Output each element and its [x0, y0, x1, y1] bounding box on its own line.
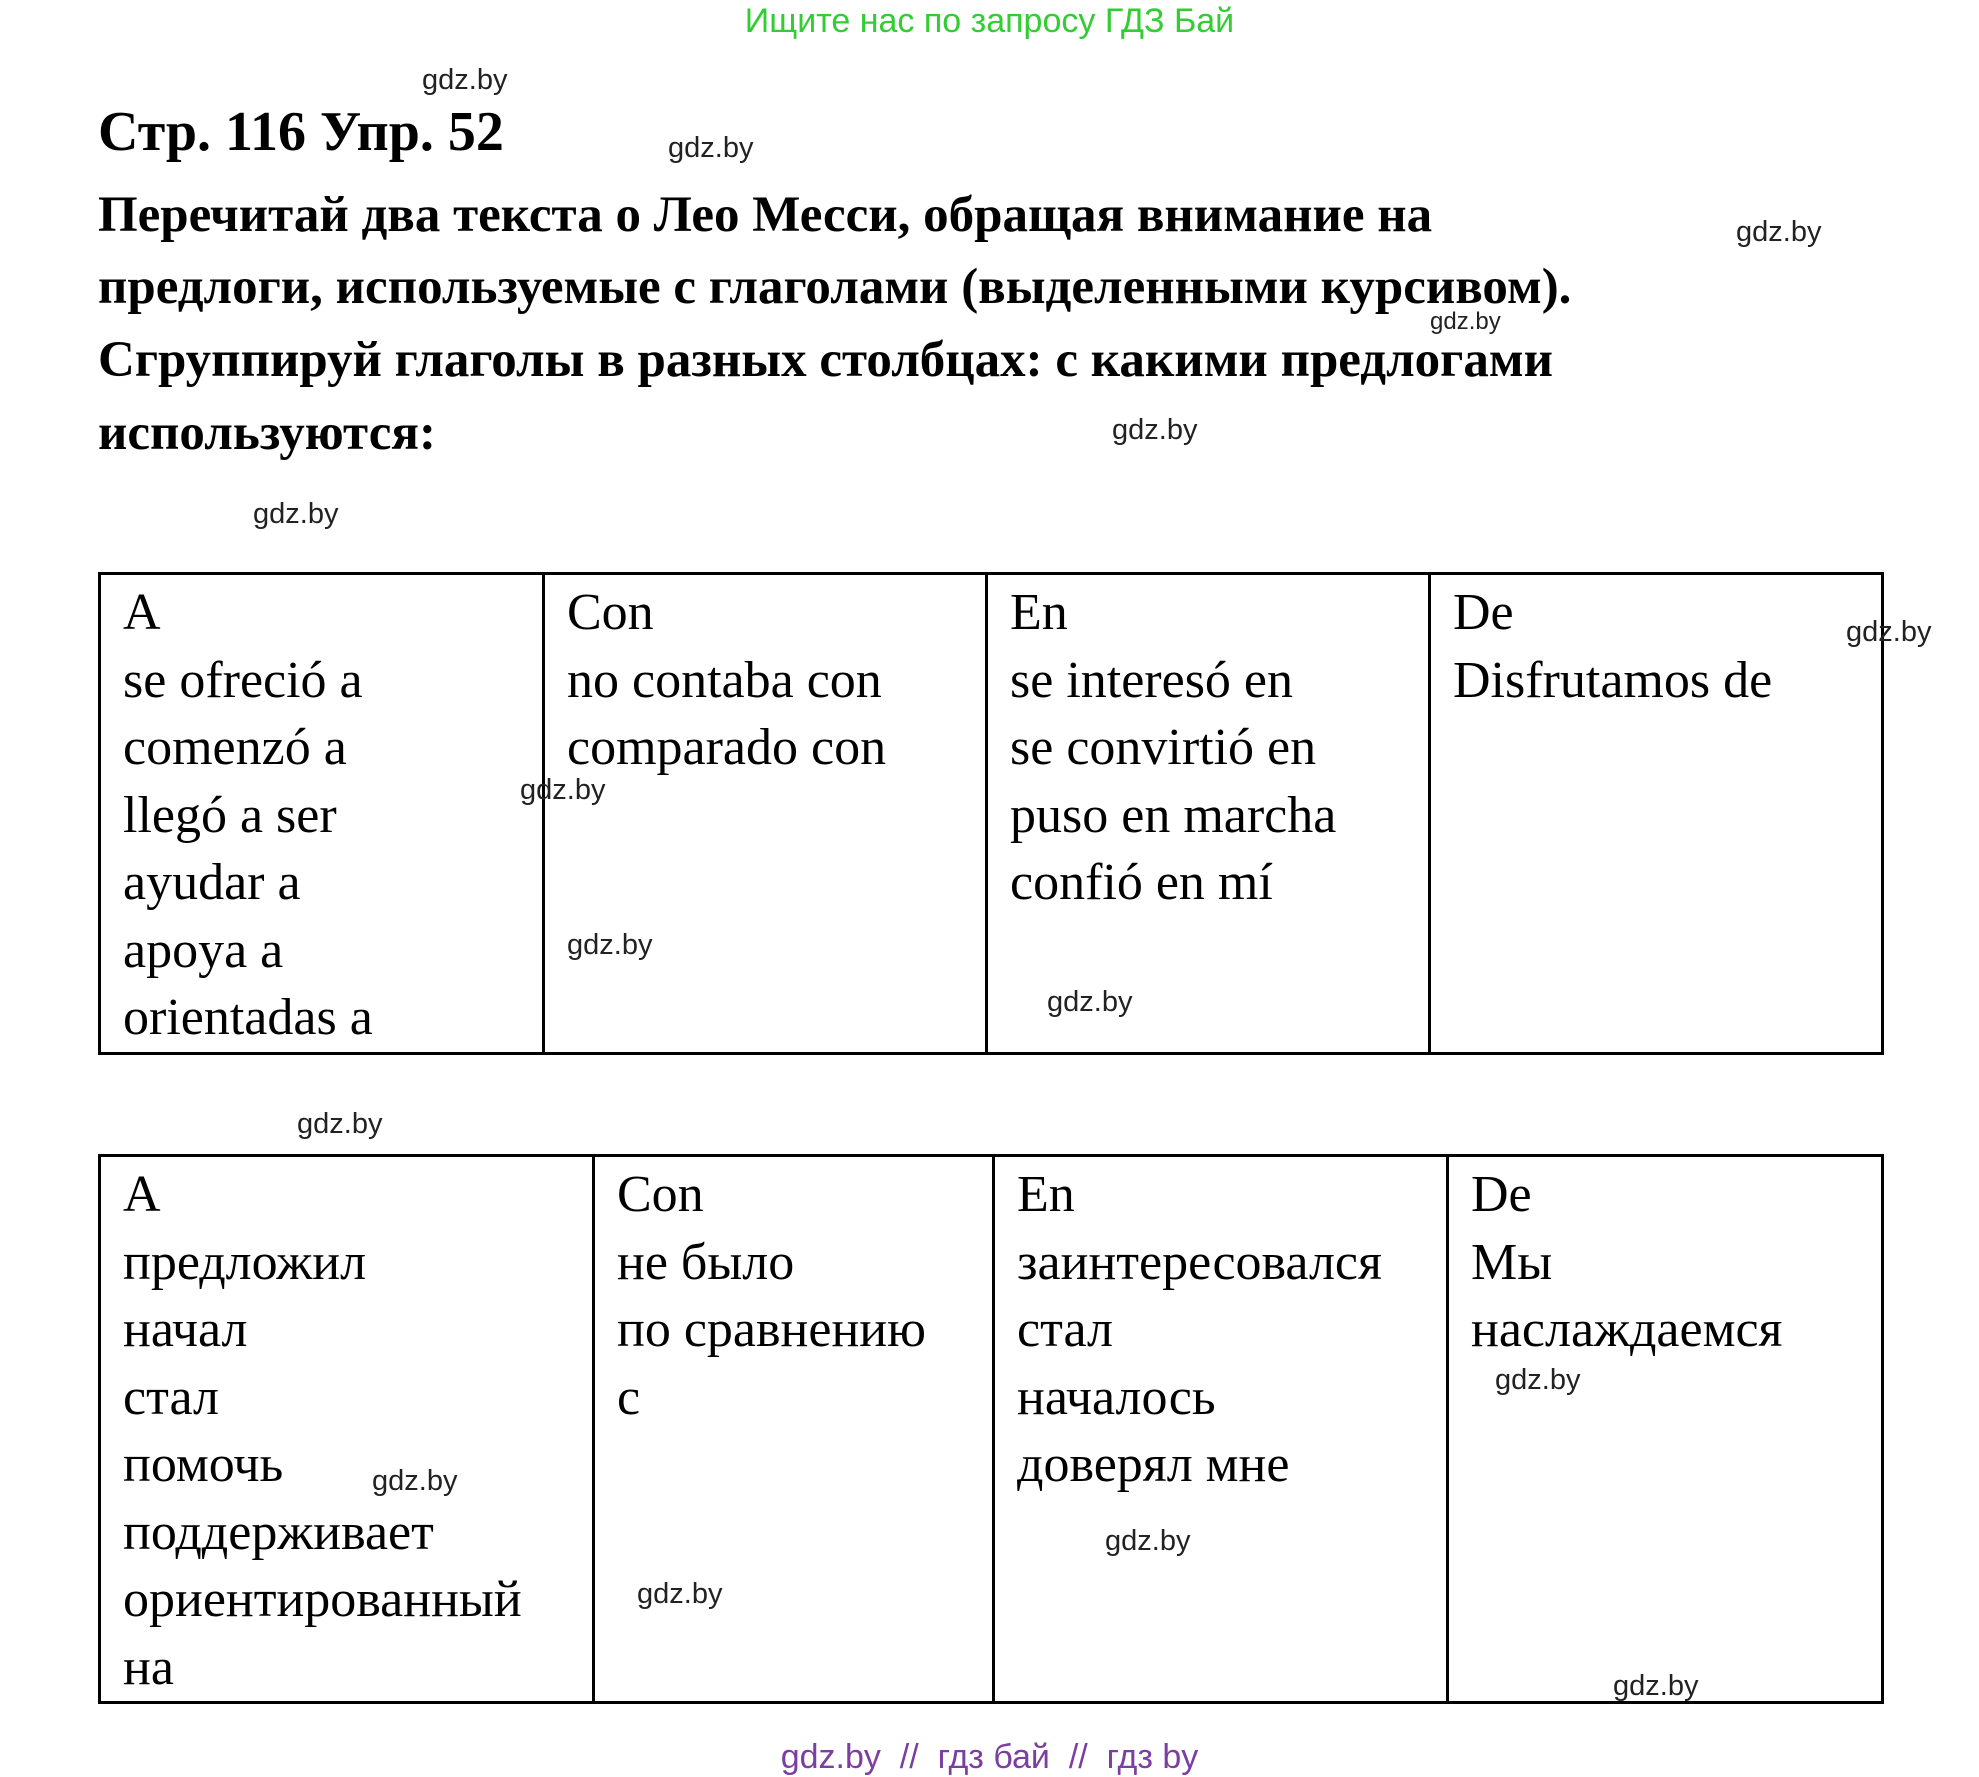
verb-item: se interesó en [1010, 651, 1294, 709]
column-header: De [1471, 1166, 1532, 1223]
column-a [100, 574, 544, 1054]
verb-item: с [617, 1368, 641, 1426]
verb-item: comparado con [567, 719, 887, 776]
column-en [987, 574, 1430, 1054]
column-con [544, 574, 987, 1054]
instruction-line: Сгруппируй глаголы в разных столбцах: с какими предлогами [98, 332, 1553, 388]
page-title: Стр. 116 Упр. 52 [98, 101, 504, 163]
verb-item: se convirtió en [1010, 719, 1317, 776]
verb-item: стал [1017, 1301, 1113, 1358]
instruction-line: используются: [98, 405, 436, 461]
verb-item: puso en marcha [1010, 786, 1337, 844]
column-de [1448, 1156, 1883, 1703]
verb-item: Disfrutamos de [1453, 651, 1773, 709]
column-header: A [123, 1166, 161, 1223]
column-con [594, 1156, 994, 1703]
watermark: gdz.by [1846, 616, 1932, 648]
column-header: Con [567, 584, 654, 641]
verb-item: comenzó a [123, 719, 347, 776]
column-header: Con [617, 1166, 704, 1223]
column-header: En [1010, 584, 1068, 641]
verb-item: не было [617, 1233, 795, 1291]
footer-links[interactable]: gdz.by // гдз бай // гдз by [780, 1738, 1199, 1776]
watermark: gdz.by [372, 1465, 458, 1497]
verb-item: началось [1017, 1368, 1216, 1426]
watermark: gdz.by [297, 1108, 383, 1140]
russian-verbs-table [98, 1154, 1884, 1704]
watermark: gdz.by [1047, 986, 1133, 1018]
verb-item: помочь [123, 1436, 284, 1493]
column-header: De [1453, 584, 1514, 641]
verb-item: на [123, 1638, 174, 1696]
watermark: gdz.by [1105, 1525, 1191, 1557]
verb-item: по сравнению [617, 1301, 926, 1358]
verb-item: Мы [1471, 1233, 1553, 1291]
column-en [994, 1156, 1448, 1703]
watermark: gdz.by [1613, 1670, 1699, 1702]
watermark: gdz.by [520, 774, 606, 806]
verb-item: ориентированный [123, 1571, 522, 1628]
spanish-verbs-table [98, 572, 1884, 1055]
watermark: gdz.by [422, 64, 508, 96]
verb-item: стал [123, 1368, 219, 1426]
verb-item: llegó a ser [123, 786, 337, 844]
promo-banner[interactable]: Ищите нас по запросу ГДЗ Бай [744, 2, 1235, 40]
column-header: A [123, 584, 161, 641]
instruction-line: предлоги, используемые с глаголами (выделенными курсивом). [98, 259, 1572, 315]
watermark: gdz.by [1495, 1364, 1581, 1396]
verb-item: заинтересовался [1017, 1233, 1382, 1291]
verb-item: начал [123, 1301, 248, 1358]
watermark: gdz.by [1112, 414, 1198, 446]
watermark: gdz.by [253, 498, 339, 530]
verb-item: se ofreció a [123, 651, 363, 709]
verb-item: no contaba con [567, 651, 882, 709]
column-de [1430, 574, 1883, 1054]
watermark: gdz.by [1430, 308, 1501, 335]
verb-item: поддерживает [123, 1503, 434, 1561]
watermark: gdz.by [567, 929, 653, 961]
watermark: gdz.by [637, 1578, 723, 1610]
verb-item: предложил [123, 1233, 367, 1291]
watermark: gdz.by [1736, 216, 1822, 248]
instruction-line: Перечитай два текста о Лео Месси, обращая внимание на [98, 187, 1433, 243]
verb-item: ayudar a [123, 854, 301, 911]
column-header: En [1017, 1166, 1075, 1223]
verb-item: apoya a [123, 921, 284, 979]
verb-item: confió en mí [1010, 854, 1273, 911]
verb-item: доверял мне [1017, 1436, 1290, 1493]
watermark: gdz.by [668, 132, 754, 164]
verb-item: наслаждаемся [1471, 1301, 1783, 1358]
column-a [100, 1156, 594, 1703]
verb-item: orientadas a [123, 989, 373, 1046]
